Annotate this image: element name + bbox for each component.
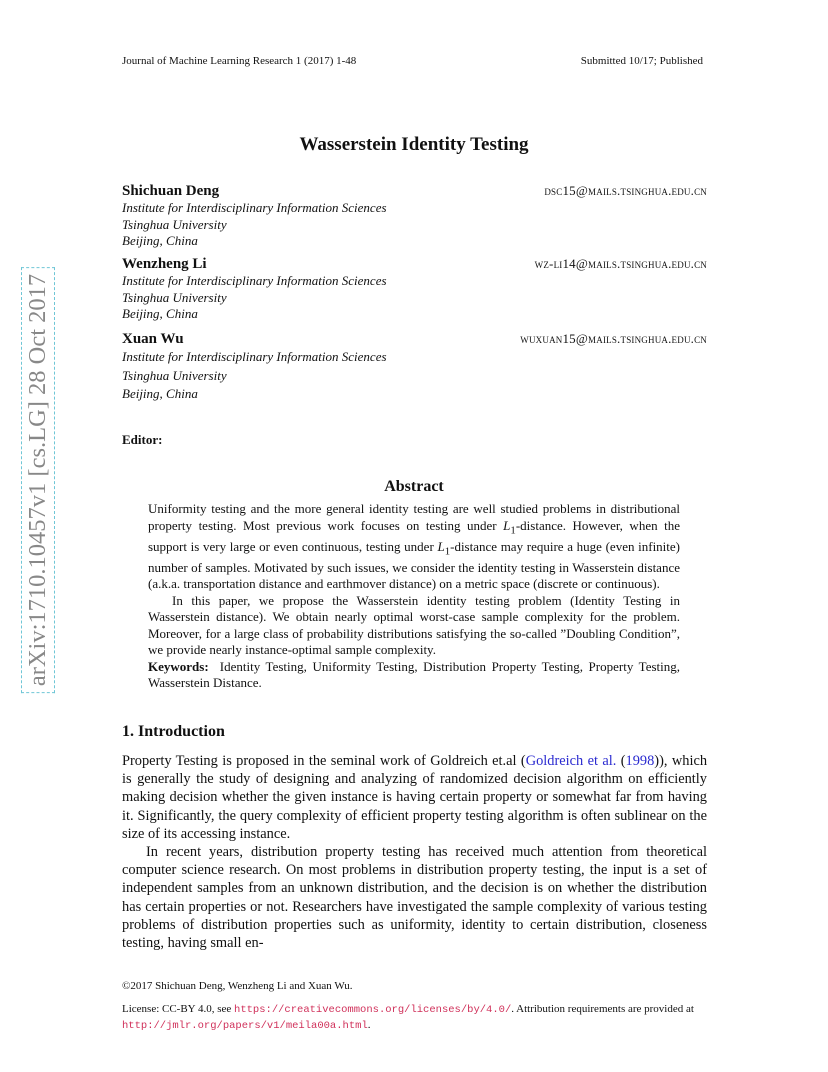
citation-year-link[interactable]: 1998 bbox=[625, 753, 655, 769]
affiliation-institute: Institute for Interdisciplinary Information Sciences bbox=[122, 200, 387, 215]
submission-info: Submitted 10/17; Published bbox=[580, 55, 703, 67]
citation-close: ) bbox=[654, 753, 660, 769]
abstract-text: Uniformity testing and the more general identity testing are well studied problems in distributional property testing. Most previous work focuses on testing under bbox=[148, 501, 680, 533]
intro-paragraph bbox=[122, 752, 707, 843]
author-name: Xuan Wu bbox=[122, 331, 184, 347]
author-affiliation bbox=[122, 200, 707, 250]
author-name: Shichuan Deng bbox=[122, 183, 220, 199]
l1-symbol: L bbox=[503, 517, 511, 533]
abstract-text: -distance may require a huge (even infinite) number of samples. Motivated by such issues, we consider the identity testing in Wasserstein distance (a.k.a. transportation distance and earthmover distance) on a metric space (discrete or continuous). bbox=[148, 538, 681, 592]
affiliation-university: Tsinghua University bbox=[122, 216, 227, 232]
affiliation-location: Beijing, China bbox=[122, 233, 198, 248]
citation-open: ( bbox=[616, 753, 626, 769]
author-name: Wenzheng Li bbox=[122, 256, 207, 272]
affiliation-university: Tsinghua University bbox=[122, 367, 227, 383]
affiliation-institute: Institute for Interdisciplinary Information Sciences bbox=[122, 273, 387, 288]
license-text: . bbox=[367, 1019, 371, 1031]
abstract-paragraph: In this paper, we propose the Wasserstein identity testing problem (Identity Testing in Wasserstein distance). We obtain nearly optimal worst-case sample complexity for the problem. Moreover, for a large class of probability distributions satisfying the so-called ”Doubling Condition”, we provide nearly instance-optimal sample complexity. bbox=[148, 592, 680, 658]
affiliation-location: Beijing, China bbox=[122, 306, 198, 321]
abstract-text: -distance. However, when the support is very large or even continuous, testing under bbox=[148, 517, 680, 554]
l1-symbol: L bbox=[437, 538, 445, 554]
keywords-list: Identity Testing, Uniformity Testing, Distribution Property Testing, Property Testing, Wasserstein Distance. bbox=[148, 658, 680, 691]
license-notice bbox=[122, 1002, 707, 1034]
abstract-heading: Abstract bbox=[384, 478, 444, 495]
section-heading: 1. Introduction bbox=[122, 723, 225, 740]
arxiv-identifier-stamp[interactable]: arXiv:1710.10457v1 [cs.LG] 28 Oct 2017 bbox=[21, 267, 55, 693]
author-email[interactable]: wuxuan15@mails.tsinghua.edu.cn bbox=[520, 331, 707, 346]
keywords bbox=[148, 659, 680, 692]
author-affiliation bbox=[122, 273, 707, 323]
l1-subscript: 1 bbox=[510, 524, 516, 537]
citation-link[interactable]: Goldreich et al. bbox=[525, 753, 617, 769]
license-link[interactable]: https://creativecommons.org/licenses/by/4.0/ bbox=[234, 1004, 512, 1016]
author-email[interactable]: wz-li14@mails.tsinghua.edu.cn bbox=[534, 256, 707, 271]
attribution-link[interactable]: http://jmlr.org/papers/v1/meila00a.html bbox=[122, 1020, 368, 1032]
paper-title: Wasserstein Identity Testing bbox=[299, 134, 529, 155]
section-body bbox=[122, 752, 707, 952]
journal-header: Journal of Machine Learning Research 1 (2017) 1-48 bbox=[122, 55, 357, 67]
abstract-paragraph bbox=[148, 501, 680, 593]
intro-paragraph: In recent years, distribution property testing has received much attention from theoretical computer science research. On most problems in distribution property testing, the input is a set of independent samples from an unknown distribution, and the decision is on whether the distribution has certain properties or not. Researchers have investigated the sample complexity of various testing problems of distribution properties such as uniformity, identity to certain distribution, closeness testing, having small en- bbox=[122, 844, 707, 952]
affiliation-institute: Institute for Interdisciplinary Information Sciences bbox=[122, 349, 387, 364]
author-block bbox=[122, 255, 707, 323]
editor-label: Editor: bbox=[122, 432, 163, 447]
l1-subscript: 1 bbox=[444, 545, 451, 558]
affiliation-university: Tsinghua University bbox=[122, 289, 227, 305]
affiliation-location: Beijing, China bbox=[122, 386, 198, 401]
author-affiliation bbox=[122, 348, 707, 404]
author-block bbox=[122, 182, 707, 250]
intro-text: Property Testing is proposed in the seminal work of Goldreich et.al ( bbox=[122, 753, 526, 769]
author-email[interactable]: dsc15@mails.tsinghua.edu.cn bbox=[544, 183, 707, 198]
intro-text: ), which is generally the study of designing and analyzing of randomized decision algorithm on efficiently making decision whether the given instance is having certain property or somewhat far from having it. Significantly, the query complexity of efficient property testing algorithm is often sublinear on the size of its accessing instance. bbox=[122, 753, 708, 842]
author-block bbox=[122, 330, 707, 404]
abstract-body bbox=[148, 501, 680, 692]
license-text: License: CC-BY 4.0, see bbox=[122, 1003, 235, 1015]
copyright-notice: ©2017 Shichuan Deng, Wenzheng Li and Xuan Wu. bbox=[122, 980, 353, 992]
license-text: . Attribution requirements are provided at bbox=[511, 1003, 694, 1015]
keywords-label: Keywords: bbox=[148, 658, 209, 674]
